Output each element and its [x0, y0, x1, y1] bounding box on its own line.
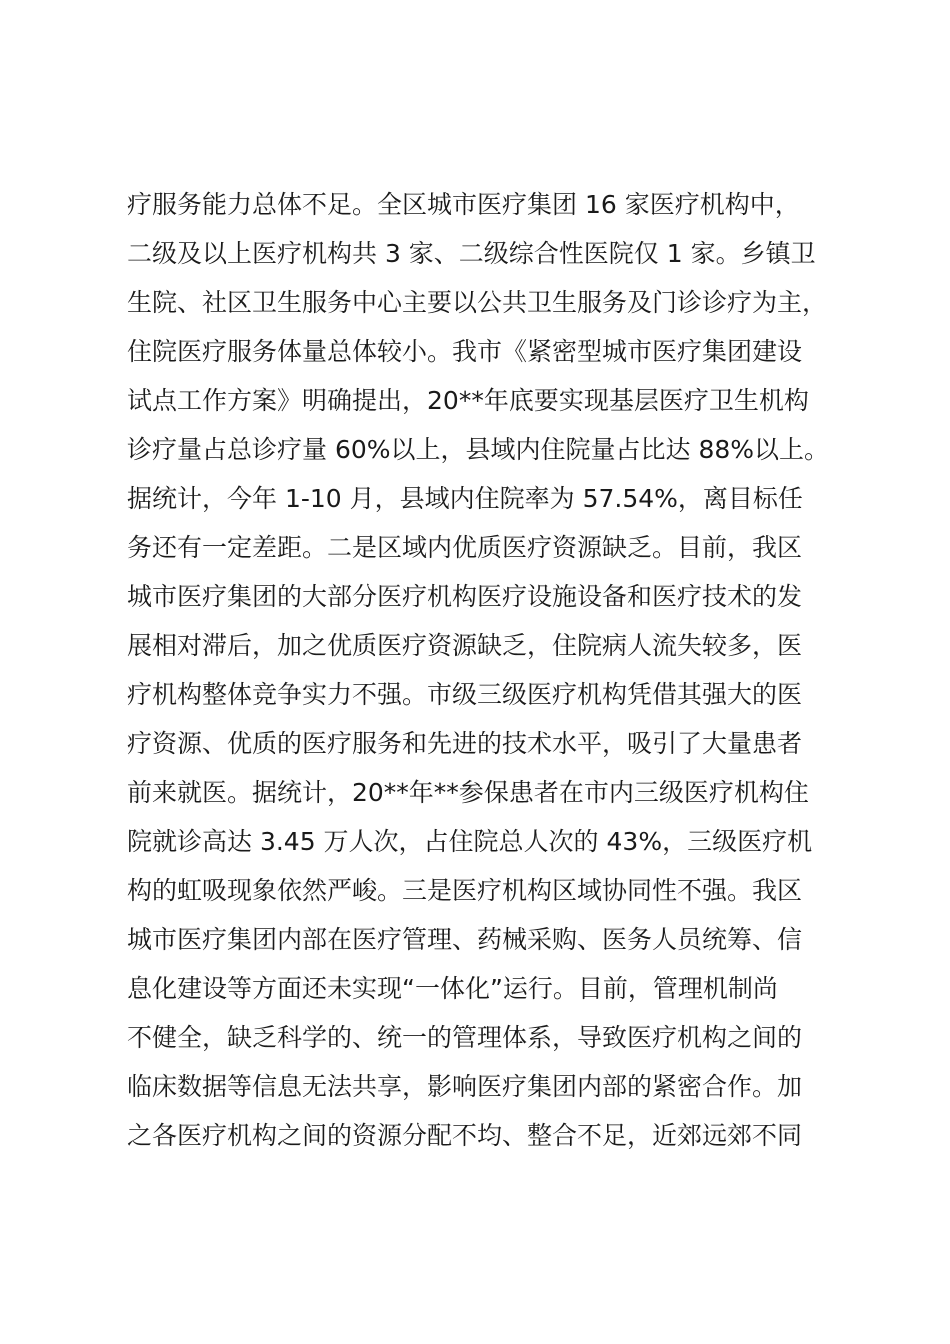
text-line: 展相对滞后，加之优质医疗资源缺乏，住院病人流失较多，医: [127, 631, 803, 660]
text-line: 临床数据等信息无法共享，影响医疗集团内部的紧密合作。加: [127, 1072, 803, 1101]
text-line: 息化建设等方面还未实现“一体化”运行。目前，管理机制尚: [127, 974, 778, 1003]
text-line: 生院、社区卫生服务中心主要以公共卫生服务及门诊诊疗为主，: [127, 288, 828, 317]
body-text: [127, 180, 857, 1160]
text-line: 疗资源、优质的医疗服务和先进的技术水平，吸引了大量患者: [127, 729, 803, 758]
text-line: 构的虹吸现象依然严峻。三是医疗机构区域协同性不强。我区: [127, 876, 803, 905]
text-line: 不健全，缺乏科学的、统一的管理体系，导致医疗机构之间的: [127, 1023, 803, 1052]
text-line: 城市医疗集团内部在医疗管理、药械采购、医务人员统筹、信: [127, 925, 803, 954]
text-line: 城市医疗集团的大部分医疗机构医疗设施设备和医疗技术的发: [127, 582, 803, 611]
text-line: 据统计，今年 1-10 月，县域内住院率为 57.54%，离目标任: [127, 484, 803, 513]
text-line: 二级及以上医疗机构共 3 家、二级综合性医院仅 1 家。乡镇卫: [127, 239, 816, 268]
text-line: 疗机构整体竞争实力不强。市级三级医疗机构凭借其强大的医: [127, 680, 803, 709]
text-line: 诊疗量占总诊疗量 60%以上，县域内住院量占比达 88%以上。: [127, 435, 830, 464]
text-line: 住院医疗服务体量总体较小。我市《紧密型城市医疗集团建设: [127, 337, 803, 366]
text-line: 之各医疗机构之间的资源分配不均、整合不足，近郊远郊不同: [127, 1121, 803, 1150]
text-line: 院就诊高达 3.45 万人次，占住院总人次的 43%，三级医疗机: [127, 827, 813, 856]
text-line: 试点工作方案》明确提出，20**年底要实现基层医疗卫生机构: [127, 386, 809, 415]
text-line: 前来就医。据统计，20**年**参保患者在市内三级医疗机构住: [127, 778, 809, 807]
text-line: 疗服务能力总体不足。全区城市医疗集团 16 家医疗机构中，: [127, 190, 800, 219]
text-line: 务还有一定差距。二是区域内优质医疗资源缺乏。目前，我区: [127, 533, 803, 562]
